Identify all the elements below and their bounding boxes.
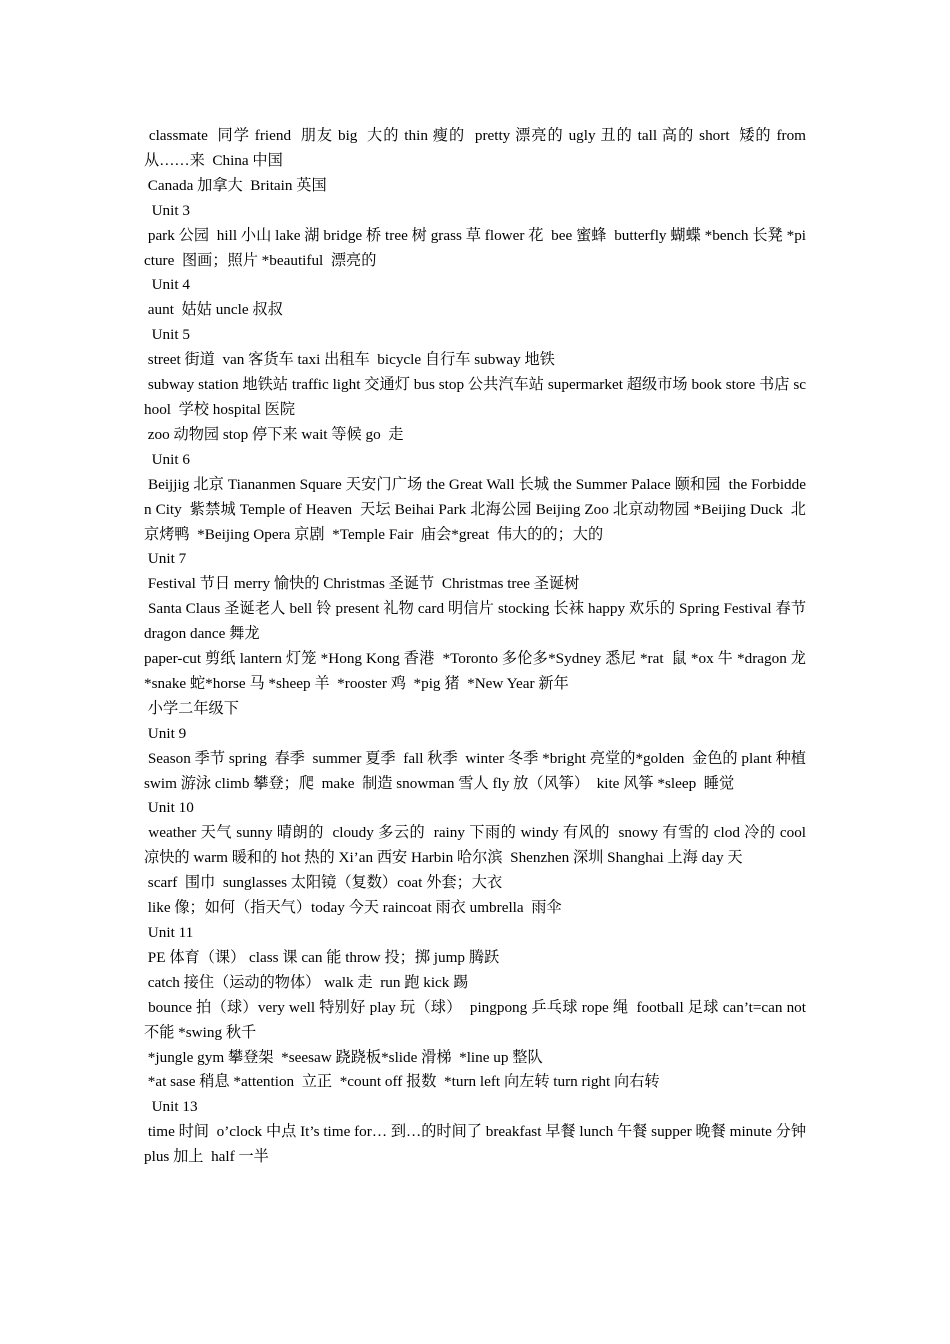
vocab-line: weather 天气 sunny 晴朗的 cloudy 多云的 rainy 下雨的 windy 有风的 snowy 有雪的 clod 冷的 cool 凉快的 warm 暖和的 hot 热的 Xi’an 西安 Harbin 哈尔滨 Shenzhen 深圳 Shanghai 上海 day 天 [144, 824, 810, 867]
unit-heading: Unit 9 [144, 724, 187, 742]
vocab-line: PE 体育（课） class 课 can 能 throw 投；掷 jump 腾跃 [144, 948, 500, 966]
vocab-line: like 像；如何（指天气）today 今天 raincoat 雨衣 umbrella 雨伞 [144, 899, 562, 917]
vocab-line: aunt 姑姑 uncle 叔叔 [144, 301, 283, 319]
vocab-line: zoo 动物园 stop 停下来 wait 等候 go 走 [144, 425, 404, 443]
vocab-line: paper-cut 剪纸 lantern 灯笼 *Hong Kong 香港 *Toronto 多伦多*Sydney 悉尼 *rat 鼠 *ox 牛 *dragon 龙 *snake 蛇*horse 马 *sheep 羊 *rooster 鸡 *pig 猪 *New Year 新年 [144, 650, 810, 692]
vocab-line: *jungle gym 攀登架 *seesaw 跷跷板*slide 滑梯 *line up 整队 [144, 1048, 543, 1066]
vocab-line: bounce 拍（球）very well 特别好 play 玩（球） pingpong 乒乓球 rope 绳 football 足球 can’t=can not 不能 *swing 秋千 [144, 998, 814, 1041]
unit-heading: Unit 4 [144, 276, 190, 294]
vocab-line: time 时间 o’clock 中点 It’s time for… 到…的时间了 breakfast 早餐 lunch 午餐 supper 晚餐 minute 分钟 plus 加上 half 一半 [144, 1123, 810, 1166]
vocab-line: catch 接住（运动的物体） walk 走 run 跑 kick 踢 [144, 973, 469, 991]
vocab-line: *at sase 稍息 *attention 立正 *count off 报数 *turn left 向左转 turn right 向右转 [144, 1073, 660, 1091]
vocab-line: Santa Claus 圣诞老人 bell 铃 present 礼物 card 明信片 stocking 长袜 happy 欢乐的 Spring Festival 春节 dragon dance 舞龙 [144, 600, 810, 643]
unit-heading: Unit 3 [144, 201, 190, 219]
unit-heading: Unit 6 [144, 450, 190, 468]
vocab-line: Festival 节日 merry 愉快的 Christmas 圣诞节 Christmas tree 圣诞树 [144, 575, 580, 593]
vocab-line: Season 季节 spring 春季 summer 夏季 fall 秋季 winter 冬季 *bright 亮堂的*golden 金色的 plant 种植 swim 游泳 climb 攀登；爬 make 制造 snowman 雪人 fly 放（风筝） kite 风筝 *sleep 睡觉 [144, 749, 810, 792]
vocab-line: Canada 加拿大 Britain 英国 [144, 176, 327, 194]
unit-heading: Unit 5 [144, 326, 190, 344]
unit-heading: Unit 11 [144, 924, 194, 941]
vocab-line: street 街道 van 客货车 taxi 出租车 bicycle 自行车 subway 地铁 [144, 351, 555, 369]
document-page [144, 124, 814, 1170]
vocab-line: subway station 地铁站 traffic light 交通灯 bus stop 公共汽车站 supermarket 超级市场 book store 书店 school 学校 hospital 医院 [144, 376, 807, 418]
unit-heading: Unit 7 [144, 550, 187, 568]
vocab-line: Beijjig 北京 Tiananmen Square 天安门广场 the Great Wall 长城 the Summer Palace 颐和园 the Forbidden City 紫禁城 Temple of Heaven 天坛 Beihai Park 北海公园 Beijing Zoo 北京动物园 *Beijing Duck 北京烤鸭 *Beijing Opera 京剧 *Temple Fair 庙会*great 伟大的的；大的 [144, 475, 806, 543]
unit-heading: Unit 13 [144, 1098, 198, 1116]
section-heading: 小学二年级下 [144, 699, 239, 717]
unit-heading: Unit 10 [144, 799, 194, 817]
vocab-line: classmate 同学 friend 朋友 big 大的 thin 瘦的 pretty 漂亮的 ugly 丑的 tall 高的 short 矮的 from 从……来 China 中国 [144, 127, 810, 169]
vocab-line: scarf 围巾 sunglasses 太阳镜（复数）coat 外套；大衣 [144, 874, 503, 892]
vocab-line: park 公园 hill 小山 lake 湖 bridge 桥 tree 树 grass 草 flower 花 bee 蜜蜂 butterfly 蝴蝶 *bench 长凳 *picture 图画；照片 *beautiful 漂亮的 [144, 226, 807, 269]
